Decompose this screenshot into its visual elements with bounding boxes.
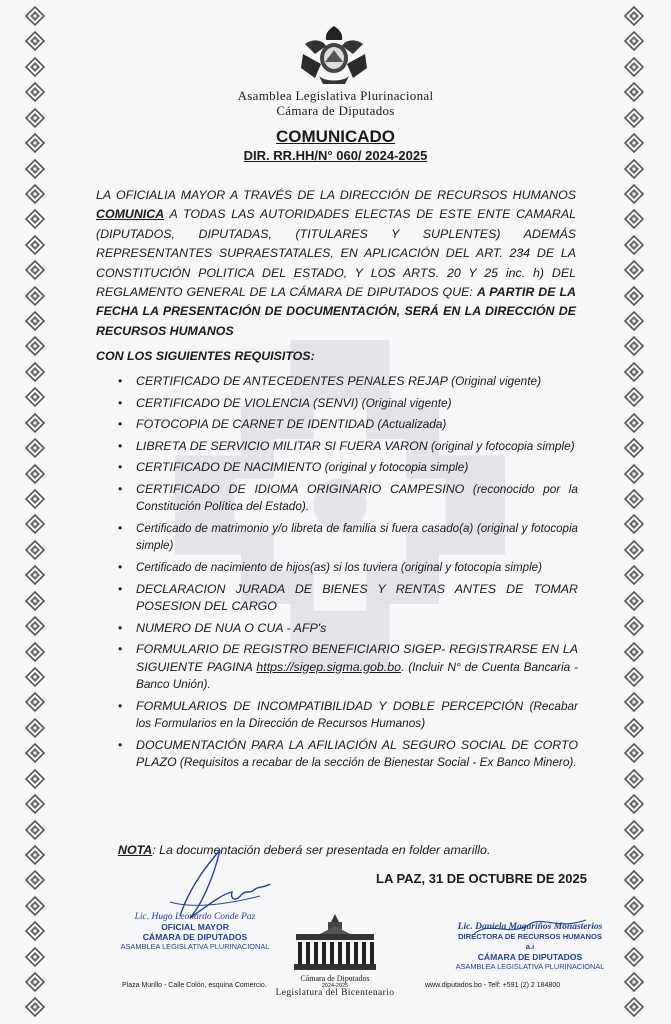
footer-address: Plaza Murillo - Calle Colón, esquina Comercio.: [122, 982, 267, 989]
requirement-main: Certificado de nacimiento de hijos(as) si los tuviera: [136, 560, 398, 574]
border-motif-icon: [624, 362, 644, 382]
requirement-item: [118, 698, 578, 733]
border-motif-icon: [25, 387, 45, 407]
requirement-note: (original y fotocopia simple): [136, 521, 579, 553]
requirement-note: (reconocido por la Constitución Política del Estado).: [136, 481, 578, 514]
border-motif-icon: [25, 565, 45, 585]
border-motif-icon: [624, 311, 644, 331]
left-signer-name: Lic. Hugo Leonardo Conde Paz: [134, 912, 256, 922]
requirement-item: [118, 737, 578, 772]
requirement-item: [118, 373, 578, 390]
border-motif-icon: [25, 209, 45, 229]
requirement-main: NUMERO DE NUA O CUA - AFP's: [136, 620, 327, 635]
border-motif-icon: [624, 667, 644, 687]
requirements-list: [118, 373, 578, 776]
requirement-note: . (Incluir N° de Cuenta Bancaria - Banco Unión).: [136, 659, 578, 691]
right-signature-block: [455, 922, 605, 972]
requirement-main: CERTIFICADO DE ANTECEDENTES PENALES REJAP: [136, 374, 448, 388]
border-motif-icon: [624, 514, 644, 534]
footer-years: 2024-2025: [321, 983, 349, 989]
border-motif-icon: [624, 870, 644, 890]
border-motif-icon: [624, 413, 644, 433]
border-motif-icon: [624, 31, 644, 51]
border-motif-icon: [25, 489, 45, 509]
requirements-heading: CON LOS SIGUIENTES REQUISITOS:: [96, 349, 315, 363]
border-motif-icon: [624, 769, 644, 789]
border-motif-icon: [25, 438, 45, 458]
requirement-note: (Original vigente): [358, 395, 452, 410]
document-date: LA PAZ, 31 DE OCTUBRE DE 2025: [376, 871, 587, 886]
requirement-item: [118, 620, 578, 637]
requirement-item: [118, 641, 578, 693]
border-motif-icon: [624, 209, 644, 229]
border-motif-icon: [624, 947, 644, 967]
requirement-main: FOTOCOPIA DE CARNET DE IDENTIDAD: [136, 417, 375, 432]
border-motif-icon: [624, 489, 644, 509]
left-signature-block: [120, 912, 270, 952]
border-motif-icon: [25, 896, 45, 916]
requirement-main: Certificado de matrimonio y/o libreta de familia si fuera casado(a): [136, 521, 474, 535]
border-motif-icon: [624, 540, 644, 560]
border-motif-icon: [624, 260, 644, 280]
border-motif-icon: [25, 820, 45, 840]
border-motif-icon: [624, 6, 644, 26]
requirement-item: [118, 559, 578, 576]
border-motif-icon: [25, 540, 45, 560]
border-motif-icon: [25, 336, 45, 356]
border-motif-icon: [25, 591, 45, 611]
requirement-note: (original y fotocopia simple): [321, 460, 469, 475]
border-motif-icon: [25, 769, 45, 789]
requirement-item: [118, 481, 578, 516]
border-motif-icon: [25, 184, 45, 204]
border-motif-icon: [25, 260, 45, 280]
requirement-main: FORMULARIOS DE INCOMPATIBILIDAD Y DOBLE PERCEPCIÓN: [136, 698, 524, 713]
border-motif-icon: [624, 235, 644, 255]
institution-name: Asamblea Legislativa Plurinacional: [237, 88, 434, 103]
requirement-main: DECLARACION JURADA DE BIENES Y RENTAS ANTES DE TOMAR POSESION DEL CARGO: [136, 581, 578, 613]
border-motif-icon: [25, 997, 45, 1017]
comunica-word: COMUNICA: [96, 207, 165, 222]
palace-building-logo: [290, 912, 380, 974]
border-motif-icon: [624, 464, 644, 484]
border-motif-icon: [25, 286, 45, 306]
requirement-note: (Requisitos a recabar de la sección de Bienestar Social - Ex Banco Minero).: [176, 754, 577, 769]
border-motif-icon: [25, 6, 45, 26]
note-label: NOTA: [118, 843, 153, 857]
coat-of-arms-seal: [295, 24, 373, 86]
border-motif-icon: [624, 743, 644, 763]
requirement-main: DOCUMENTACIÓN PARA LA AFILIACIÓN AL SEGURO SOCIAL DE CORTO PLAZO: [136, 737, 578, 769]
border-motif-icon: [25, 667, 45, 687]
requirement-item: [118, 438, 578, 455]
requirement-main: FORMULARIO DE REGISTRO BENEFICIARIO SIGEP- REGISTRARSE EN LA SIGUIENTE PAGINA: [136, 642, 578, 674]
border-motif-icon: [624, 642, 644, 662]
border-motif-icon: [25, 947, 45, 967]
requirement-item: [118, 459, 578, 476]
requirement-note: (Recabar los Formularios en la Dirección de Recursos Humanos): [136, 698, 579, 730]
sigep-link[interactable]: https://sigep.sigma.gob.bo: [256, 659, 402, 674]
border-motif-icon: [25, 311, 45, 331]
document-reference: DIR. RR.HH/N° 060/ 2024-2025: [243, 148, 428, 163]
border-motif-icon: [25, 972, 45, 992]
border-motif-icon: [25, 31, 45, 51]
intro-paragraph: [96, 186, 576, 341]
right-signer-org: CÁMARA DE DIPUTADOS: [477, 952, 583, 962]
footer-contact: www.diputados.bo - Telf: +591 (2) 2 184800: [425, 982, 561, 989]
border-motif-icon: [25, 413, 45, 433]
border-motif-icon: [624, 794, 644, 814]
requirement-main: CERTIFICADO DE VIOLENCIA (SENVI): [136, 395, 359, 410]
chamber-name: Cámara de Diputados: [276, 103, 395, 118]
border-motif-icon: [624, 591, 644, 611]
intro-text-2: A TODAS LAS AUTORIDADES ELECTAS DE ESTE ENTE CAMARAL (DIPUTADOS, DIPUTADAS, (TITULARES Y SUPLENTES) ADEMÁS REPRESENTANTES SUPRAESTATALES, EN APLICACIÓN DEL ART. 234 DE LA CONSTITUCIÓN POLITICA DEL ESTADO, Y LOS ARTS. 20 Y 25 inc. h) DEL REGLAMENTO GENERAL DE LA CÁMARA DE DIPUTADOS QUE:: [96, 207, 576, 300]
requirement-note: (original y fotocopia simple): [427, 438, 575, 453]
footer-chamber: Cámara de Diputados: [300, 974, 370, 983]
border-motif-icon: [25, 845, 45, 865]
border-motif-icon: [624, 997, 644, 1017]
border-motif-icon: [624, 57, 644, 77]
border-motif-icon: [624, 565, 644, 585]
border-motif-icon: [624, 921, 644, 941]
intro-bold-statement: A PARTIR DE LA FECHA LA PRESENTACIÓN DE DOCUMENTACIÓN, SERÁ EN LA DIRECCIÓN DE RECURSOS HUMANOS: [96, 285, 576, 338]
border-motif-icon: [25, 235, 45, 255]
border-motif-icon: [25, 718, 45, 738]
requirement-note: (Original vigente): [447, 374, 542, 388]
border-motif-icon: [25, 794, 45, 814]
border-motif-icon: [25, 57, 45, 77]
border-motif-icon: [25, 692, 45, 712]
border-motif-icon: [624, 896, 644, 916]
border-motif-icon: [624, 616, 644, 636]
requirement-note: (original y fotocopia simple): [397, 560, 542, 574]
border-motif-icon: [25, 616, 45, 636]
border-motif-icon: [624, 820, 644, 840]
border-motif-icon: [25, 464, 45, 484]
border-motif-icon: [624, 438, 644, 458]
requirement-main: CERTIFICADO DE NACIMIENTO: [136, 460, 322, 475]
left-signer-org: CÁMARA DE DIPUTADOS: [142, 932, 248, 942]
border-motif-icon: [624, 336, 644, 356]
requirement-item: [118, 581, 578, 616]
border-motif-icon: [25, 514, 45, 534]
border-motif-icon: [624, 845, 644, 865]
border-motif-icon: [25, 362, 45, 382]
right-signer-name: Lic. Daniela Magariños Monasterios: [457, 922, 603, 932]
border-motif-icon: [25, 743, 45, 763]
right-signer-sub: ASAMBLEA LEGISLATIVA PLURINACIONAL: [455, 962, 605, 971]
border-motif-icon: [624, 286, 644, 306]
requirement-main: CERTIFICADO DE IDIOMA ORIGINARIO CAMPESINO: [136, 481, 465, 496]
border-motif-icon: [25, 642, 45, 662]
right-signer-title: DIRECTORA DE RECURSOS HUMANOS a.i: [458, 932, 602, 951]
document-title: COMUNICADO: [276, 127, 395, 146]
left-signer-sub: ASAMBLEA LEGISLATIVA PLURINACIONAL: [120, 942, 270, 951]
footer-legislature: Legislatura del Bicentenario: [275, 988, 395, 998]
intro-text-1: LA OFICIALIA MAYOR A TRAVÉS DE LA DIRECCIÓN DE RECURSOS HUMANOS: [96, 188, 576, 202]
border-motif-icon: [25, 870, 45, 890]
requirement-main: LIBRETA DE SERVICIO MILITAR SI FUERA VARON: [136, 438, 428, 453]
requirement-item: [118, 416, 578, 433]
requirement-item: [118, 395, 578, 412]
border-motif-icon: [624, 718, 644, 738]
border-motif-icon: [25, 921, 45, 941]
note-text: : La documentación deberá ser presentada en folder amarillo.: [152, 843, 491, 857]
requirement-note: (Actualizada): [374, 417, 447, 432]
border-motif-icon: [624, 184, 644, 204]
border-motif-icon: [624, 972, 644, 992]
left-signer-title: OFICIAL MAYOR: [161, 922, 229, 932]
requirement-item: [118, 520, 578, 555]
border-motif-icon: [624, 692, 644, 712]
border-motif-icon: [624, 387, 644, 407]
